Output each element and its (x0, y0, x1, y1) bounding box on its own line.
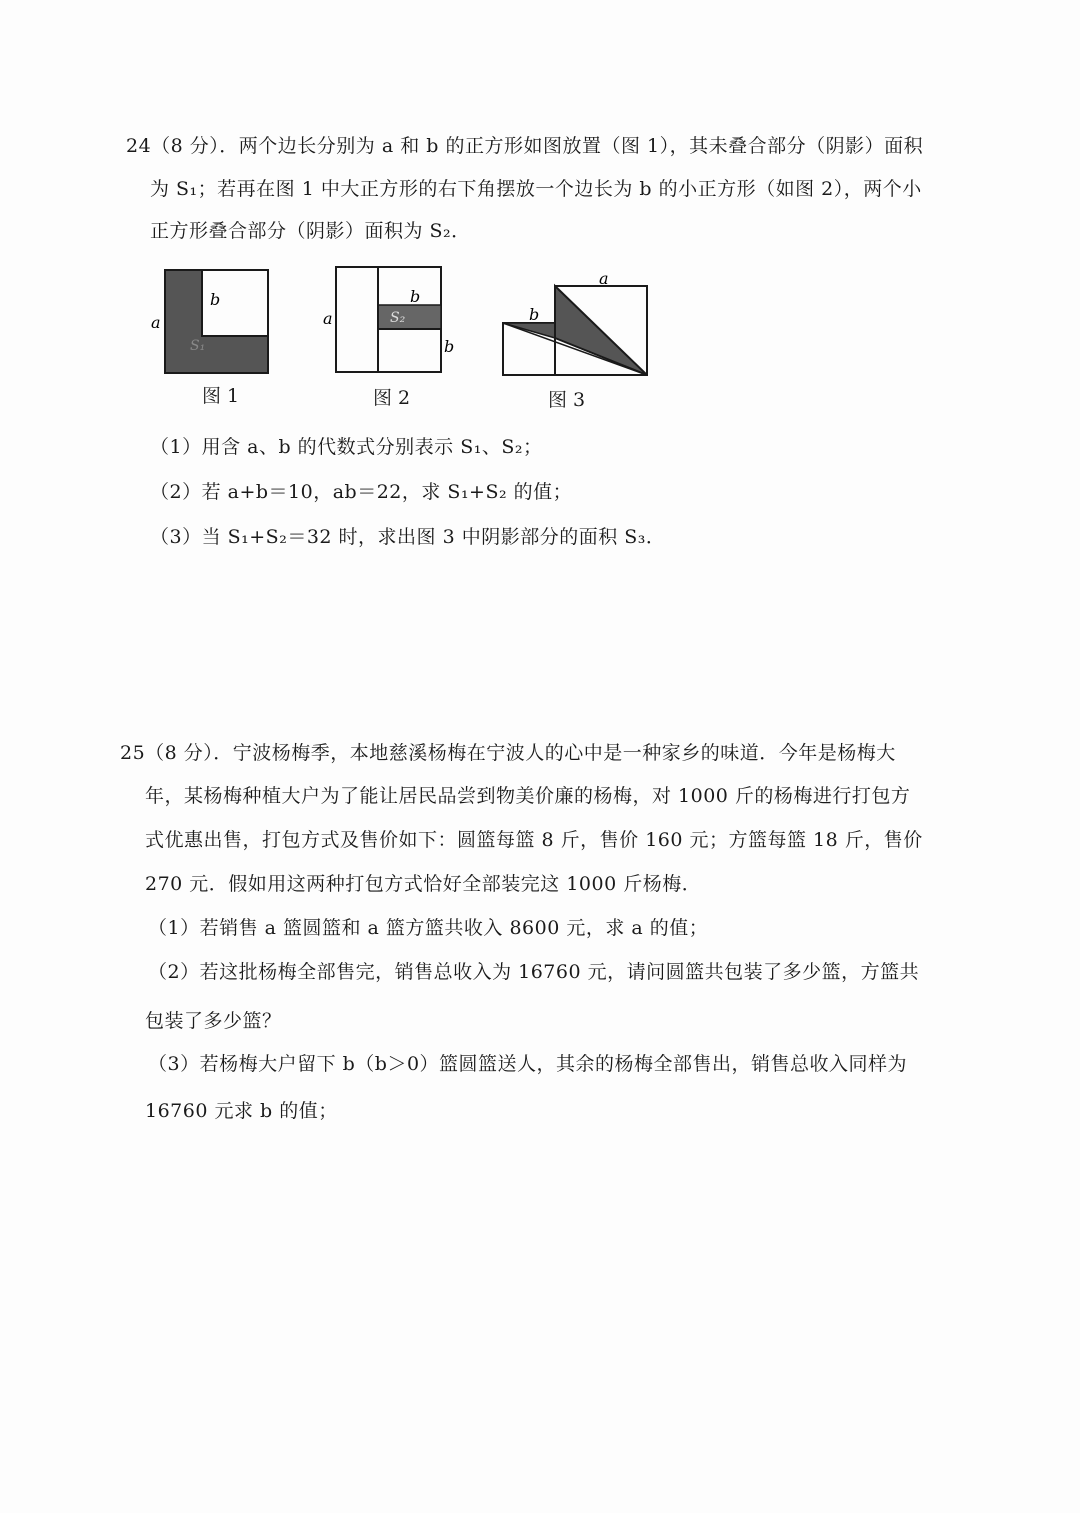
fig3-label-b: b (529, 305, 540, 324)
q24-stem-line-2: 为 S₁；若再在图 1 中大正方形的右下角摆放一个边长为 b 的小正方形（如图 2），两个小 (150, 178, 922, 200)
q25-sub-2-line-2: 包装了多少篮？ (145, 1010, 282, 1032)
q25-sub-1: （1）若销售 a 篮圆篮和 a 篮方篮共收入 8600 元，求 a 的值； (148, 917, 709, 939)
fig2-label-a: a (323, 309, 333, 328)
q24-stem-line-1: 24（8 分）．两个边长分别为 a 和 b 的正方形如图放置（图 1），其未叠合部分（阴影）面积 (126, 135, 924, 157)
q25-sub-2-line-1: （2）若这批杨梅全部售完，销售总收入为 16760 元，请问圆篮共包装了多少篮，方篮共 (148, 961, 920, 983)
fig3-caption: 图 3 (548, 389, 586, 411)
q25-stem-line-1: 25（8 分）．宁波杨梅季，本地慈溪杨梅在宁波人的心中是一种家乡的味道．今年是杨梅大 (120, 742, 896, 764)
fig1-label-b: b (210, 290, 221, 309)
fig1-caption: 图 1 (202, 385, 240, 407)
q24-sub-1: （1）用含 a、b 的代数式分别表示 S₁、S₂； (150, 436, 543, 458)
figure-1 (150, 265, 275, 380)
fig1-label-s1: S₁ (190, 338, 206, 354)
figure-2 (320, 262, 460, 377)
q25-stem-line-4: 270 元．假如用这两种打包方式恰好全部装完这 1000 斤杨梅． (145, 873, 702, 895)
fig1-label-a: a (151, 313, 161, 332)
q25-sub-3-line-1: （3）若杨梅大户留下 b（b＞0）篮圆篮送人，其余的杨梅全部售出，销售总收入同样为 (148, 1053, 908, 1075)
fig2-label-b-side: b (444, 337, 455, 356)
fig2-caption: 图 2 (373, 387, 411, 409)
fig2-label-s2: S₂ (390, 310, 406, 326)
q25-stem-line-2: 年，某杨梅种植大户为了能让居民品尝到物美价廉的杨梅，对 1000 斤的杨梅进行打包方 (145, 785, 911, 807)
q25-stem-line-3: 式优惠出售，打包方式及售价如下：圆篮每篮 8 斤，售价 160 元；方篮每篮 18 斤，售价 (145, 829, 923, 851)
q24-sub-3: （3）当 S₁+S₂＝32 时，求出图 3 中阴影部分的面积 S₃． (150, 526, 666, 548)
fig3-label-a: a (599, 269, 609, 288)
q24-sub-2: （2）若 a+b＝10，ab＝22，求 S₁+S₂ 的值； (150, 481, 573, 503)
figure-3 (495, 268, 655, 383)
fig2-label-b-top: b (410, 287, 421, 306)
fig2-overlap-shaded (378, 305, 441, 329)
q25-sub-3-line-2: 16760 元求 b 的值； (145, 1100, 338, 1122)
q24-stem-line-3: 正方形叠合部分（阴影）面积为 S₂． (150, 220, 471, 242)
